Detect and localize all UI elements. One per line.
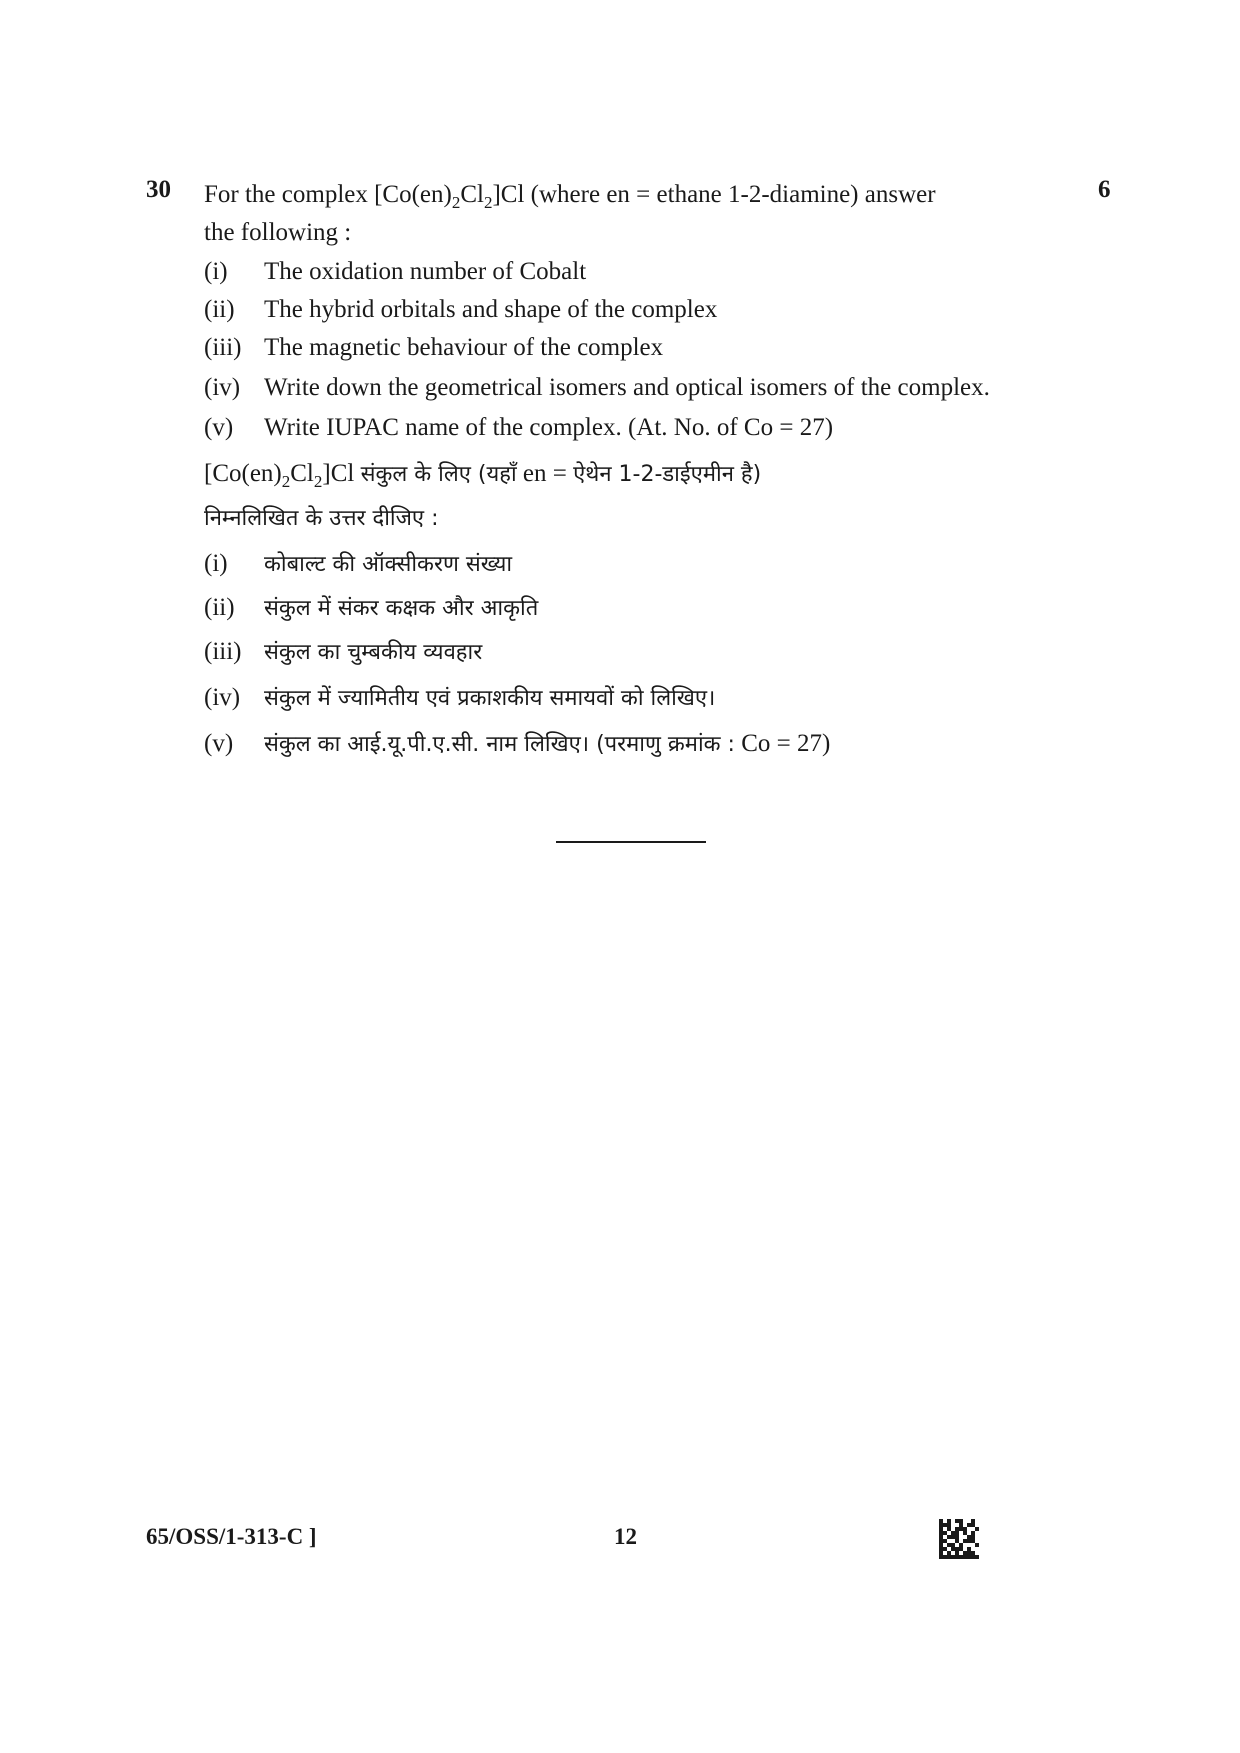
hindi-item-iii: (iii) संकुल का चुम्बकीय व्यवहार [204, 638, 483, 665]
paper-code: 65/OSS/1-313-C ] [146, 1524, 317, 1549]
english-item-v: (v) Write IUPAC name of the complex. (At. No. of Co = 27) [204, 414, 834, 441]
question-number: 30 [146, 176, 171, 203]
english-item-i: (i) The oxidation number of Cobalt [204, 258, 587, 285]
question-stem-english [204, 176, 1074, 252]
qr-code-icon [939, 1519, 979, 1559]
english-item-iv: (iv) Write down the geometrical isomers and optical isomers of the complex. [204, 374, 990, 401]
english-item-iii: (iii) The magnetic behaviour of the complex [204, 334, 664, 361]
english-item-ii: (ii) The hybrid orbitals and shape of the complex [204, 296, 718, 323]
stem-line-2: the following : [204, 219, 352, 246]
stem-line-1: For the complex $[Co(en)_2Cl_2]Cl$ (where en = ethane 1-2-diamine) answer [204, 181, 936, 212]
section-divider [556, 841, 706, 843]
hindi-item-v: (v) संकुल का आई.यू.पी.ए.सी. नाम लिखिए। (परमाणु क्रमांक : Co = 27) [204, 730, 831, 757]
page-number: 12 [614, 1524, 637, 1549]
hindi-item-ii: (ii) संकुल में संकर कक्षक और आकृति [204, 594, 539, 621]
hindi-item-iv: (iv) संकुल में ज्यामितीय एवं प्रकाशकीय समायवों को लिखिए। [204, 684, 716, 711]
hindi-item-i: (i) कोबाल्ट की ऑक्सीकरण संख्या [204, 550, 513, 577]
question-marks: 6 [1098, 176, 1111, 203]
question-stem-hindi-line-1: $[Co(en)_2Cl_2]Cl$ संकुल के लिए (यहाँ en = ऐथेन 1-2-डाईएमीन है) [204, 460, 762, 491]
question-stem-hindi-line-2: निम्नलिखित के उत्तर दीजिए : [204, 506, 439, 531]
